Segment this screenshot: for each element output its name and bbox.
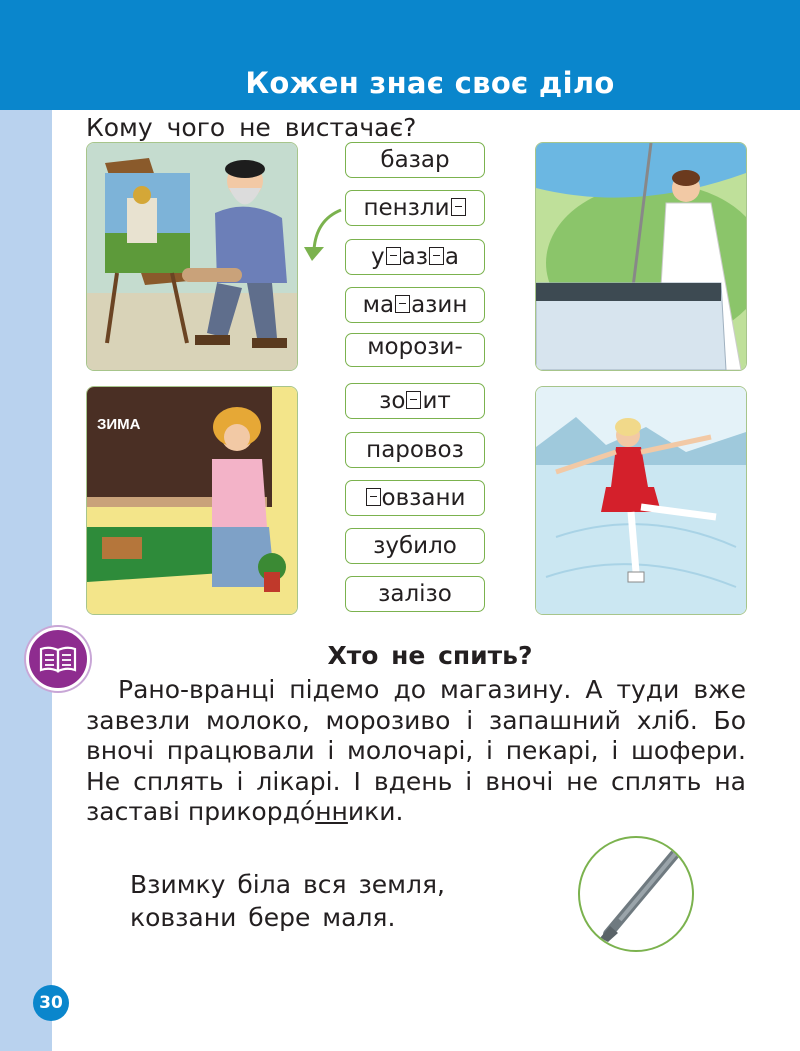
- word-box: морози-: [345, 333, 485, 367]
- figure-skater-image: [535, 386, 747, 615]
- letter-gap: [366, 488, 381, 506]
- word-box: зо ит: [345, 383, 485, 419]
- riddle-line: Взимку біла вся земля,: [130, 870, 445, 899]
- word-box: залізо: [345, 576, 485, 612]
- riddle-line: ковзани бере маля.: [130, 903, 396, 932]
- story-text: Рано-вранці підемо до магазину. А туди вже завезли молоко, морозиво і запашний хліб. Бо вночі працювали і молочарі, і пекарі, і шофери. Не сплять і лікарі. І вдень і вночі не сплять на заставі прикордо́нники.: [86, 675, 746, 826]
- painter-image: [86, 142, 298, 371]
- open-book-icon: [26, 627, 90, 691]
- letter-gap: [406, 391, 421, 409]
- curved-arrow-icon: [296, 205, 346, 265]
- word-box: у аз а: [345, 239, 485, 275]
- ice-cream-seller-image: [535, 142, 747, 371]
- page-title: Кожен знає своє діло: [245, 66, 615, 100]
- word-box: овзани: [345, 480, 485, 516]
- word-box: ма азин: [345, 287, 485, 323]
- teacher-image: [86, 386, 298, 615]
- word-box: зубило: [345, 528, 485, 564]
- word-box: базар: [345, 142, 485, 178]
- letter-gap: [395, 295, 410, 313]
- word-box: пензли: [345, 190, 485, 226]
- letter-gap: [451, 198, 466, 216]
- board-word: ЗИМА: [97, 416, 141, 433]
- left-margin-stripe: [0, 110, 52, 1051]
- chisel-image: [578, 836, 694, 952]
- letter-gap: [429, 247, 444, 265]
- word-box: паровоз: [345, 432, 485, 468]
- task-question: Кому чого не вистачає?: [86, 113, 417, 142]
- story-title: Хто не спить?: [327, 641, 533, 670]
- riddle: [130, 868, 445, 934]
- page-number: 30: [33, 985, 69, 1021]
- letter-gap: [386, 247, 401, 265]
